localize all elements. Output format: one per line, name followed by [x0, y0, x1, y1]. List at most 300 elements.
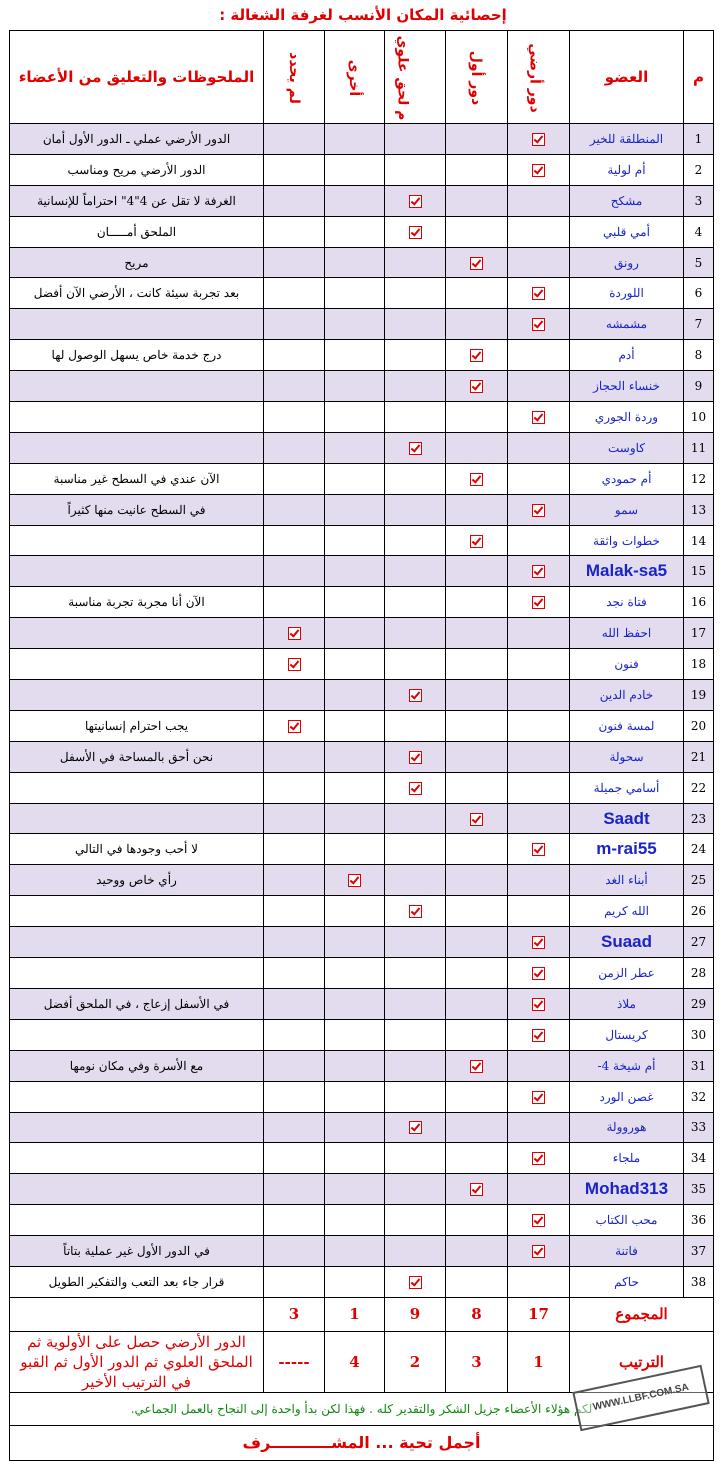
- table-row: [10, 927, 714, 958]
- header-row: [10, 31, 714, 124]
- vote-cell-other: [325, 432, 385, 463]
- vote-cell-roof-annex: [385, 1081, 446, 1112]
- row-number: 27: [684, 927, 714, 958]
- table-row: [10, 247, 714, 278]
- table-row: [10, 865, 714, 896]
- table-row: [10, 587, 714, 618]
- vote-cell-ground: [508, 556, 570, 587]
- vote-cell-first: [446, 124, 508, 155]
- vote-cell-undecided: [264, 741, 325, 772]
- vote-cell-ground: [508, 618, 570, 649]
- checkbox-checked-icon: [532, 318, 545, 331]
- vote-cell-first: [446, 1112, 508, 1143]
- vote-cell-first: [446, 680, 508, 711]
- checkbox-checked-icon: [288, 658, 301, 671]
- table-row: [10, 402, 714, 433]
- vote-cell-roof-annex: [385, 309, 446, 340]
- member-note: [10, 525, 264, 556]
- table-row: [10, 988, 714, 1019]
- member-note: [10, 803, 264, 834]
- row-number: 12: [684, 463, 714, 494]
- vote-cell-roof-annex: [385, 124, 446, 155]
- member-name: أبناء الغد: [570, 865, 684, 896]
- table-row: [10, 1266, 714, 1297]
- vote-cell-ground: [508, 896, 570, 927]
- vote-cell-ground: [508, 185, 570, 216]
- checkbox-checked-icon: [409, 1276, 422, 1289]
- member-name: اللوردة: [570, 278, 684, 309]
- row-number: 32: [684, 1081, 714, 1112]
- vote-cell-ground: [508, 124, 570, 155]
- member-name: فتاة نجد: [570, 587, 684, 618]
- watermark-stamp: WWW.LLBF.COM.SA: [572, 1365, 709, 1432]
- row-number: 2: [684, 154, 714, 185]
- vote-cell-roof-annex: [385, 1174, 446, 1205]
- vote-cell-first: [446, 185, 508, 216]
- vote-cell-other: [325, 772, 385, 803]
- row-number: 25: [684, 865, 714, 896]
- member-name: الله كريم: [570, 896, 684, 927]
- checkbox-checked-icon: [532, 287, 545, 300]
- total-other: 1: [325, 1297, 385, 1331]
- vote-cell-undecided: [264, 154, 325, 185]
- vote-cell-first: [446, 216, 508, 247]
- member-name: Saadt: [570, 803, 684, 834]
- vote-cell-first: [446, 1174, 508, 1205]
- vote-cell-undecided: [264, 463, 325, 494]
- vote-cell-other: [325, 309, 385, 340]
- vote-cell-undecided: [264, 927, 325, 958]
- vote-cell-first: [446, 1081, 508, 1112]
- vote-cell-undecided: [264, 1143, 325, 1174]
- member-note: لا أحب وجودها في التالي: [10, 834, 264, 865]
- header-other: [325, 31, 385, 124]
- statistics-table: [9, 30, 714, 1461]
- row-number: 37: [684, 1236, 714, 1267]
- member-name: خنساء الحجاز: [570, 371, 684, 402]
- vote-cell-ground: [508, 340, 570, 371]
- vote-cell-first: [446, 154, 508, 185]
- member-name: مشكح: [570, 185, 684, 216]
- row-number: 7: [684, 309, 714, 340]
- checkbox-checked-icon: [470, 473, 483, 486]
- vote-cell-roof-annex: [385, 525, 446, 556]
- member-name: كاوست: [570, 432, 684, 463]
- vote-cell-ground: [508, 958, 570, 989]
- member-note: قرار جاء بعد التعب والتفكير الطويل: [10, 1266, 264, 1297]
- member-note: [10, 958, 264, 989]
- checkbox-checked-icon: [532, 967, 545, 980]
- vote-cell-first: [446, 525, 508, 556]
- checkbox-checked-icon: [532, 133, 545, 146]
- table-row: [10, 1236, 714, 1267]
- rank-undecided: -----: [264, 1331, 325, 1392]
- vote-cell-first: [446, 618, 508, 649]
- row-number: 28: [684, 958, 714, 989]
- vote-cell-other: [325, 741, 385, 772]
- member-note: [10, 1112, 264, 1143]
- member-name: ملجاء: [570, 1143, 684, 1174]
- checkbox-checked-icon: [470, 1060, 483, 1073]
- greeting-text: أجمل تحية ... المشـــــــــــرف: [10, 1425, 714, 1460]
- vote-cell-other: [325, 1205, 385, 1236]
- row-number: 1: [684, 124, 714, 155]
- checkbox-checked-icon: [532, 936, 545, 949]
- vote-cell-ground: [508, 1143, 570, 1174]
- vote-cell-roof-annex: [385, 988, 446, 1019]
- checkbox-checked-icon: [470, 257, 483, 270]
- table-row: [10, 680, 714, 711]
- table-row: [10, 1112, 714, 1143]
- checkbox-checked-icon: [470, 813, 483, 826]
- checkbox-checked-icon: [409, 195, 422, 208]
- vote-cell-other: [325, 803, 385, 834]
- vote-cell-undecided: [264, 988, 325, 1019]
- vote-cell-roof-annex: [385, 1143, 446, 1174]
- table-row: [10, 525, 714, 556]
- vote-cell-other: [325, 124, 385, 155]
- vote-cell-undecided: [264, 710, 325, 741]
- member-note: [10, 556, 264, 587]
- checkbox-checked-icon: [532, 843, 545, 856]
- table-row: [10, 154, 714, 185]
- row-number: 20: [684, 710, 714, 741]
- header-undecided: [264, 31, 325, 124]
- member-name: m-rai55: [570, 834, 684, 865]
- member-note: رأي خاص ووحيد: [10, 865, 264, 896]
- vote-cell-undecided: [264, 309, 325, 340]
- vote-cell-ground: [508, 154, 570, 185]
- table-row: [10, 556, 714, 587]
- member-note: الغرفة لا تقل عن 4"4" احتراماً للإنسانية: [10, 185, 264, 216]
- vote-cell-first: [446, 587, 508, 618]
- row-number: 24: [684, 834, 714, 865]
- table-row: [10, 1205, 714, 1236]
- vote-cell-first: [446, 958, 508, 989]
- table-row: [10, 1019, 714, 1050]
- vote-cell-roof-annex: [385, 649, 446, 680]
- vote-cell-roof-annex: [385, 803, 446, 834]
- rank-other: 4: [325, 1331, 385, 1392]
- member-note: [10, 1174, 264, 1205]
- member-name: ملاذ: [570, 988, 684, 1019]
- vote-cell-undecided: [264, 525, 325, 556]
- vote-cell-other: [325, 463, 385, 494]
- vote-cell-ground: [508, 463, 570, 494]
- ranking-note: الدور الأرضي حصل على الأولوية ثم الملحق العلوي ثم الدور الأول ثم القبو في الترتيب الأخير: [10, 1331, 264, 1392]
- header-other-label: أخرى: [346, 59, 363, 97]
- ranking-label: الترتيب: [570, 1331, 714, 1392]
- row-number: 19: [684, 680, 714, 711]
- vote-cell-first: [446, 278, 508, 309]
- vote-cell-first: [446, 247, 508, 278]
- vote-cell-other: [325, 1050, 385, 1081]
- row-number: 21: [684, 741, 714, 772]
- vote-cell-first: [446, 896, 508, 927]
- vote-cell-first: [446, 556, 508, 587]
- vote-cell-undecided: [264, 680, 325, 711]
- vote-cell-other: [325, 834, 385, 865]
- vote-cell-ground: [508, 1266, 570, 1297]
- vote-cell-roof-annex: [385, 371, 446, 402]
- total-ground: 17: [508, 1297, 570, 1331]
- header-first: [446, 31, 508, 124]
- vote-cell-roof-annex: [385, 340, 446, 371]
- member-note: الدور الأرضي مريح ومناسب: [10, 154, 264, 185]
- table-row: [10, 1050, 714, 1081]
- table-row: [10, 463, 714, 494]
- vote-cell-ground: [508, 494, 570, 525]
- vote-cell-other: [325, 154, 385, 185]
- member-note: مريح: [10, 247, 264, 278]
- checkbox-checked-icon: [409, 782, 422, 795]
- member-name: أمي قلبي: [570, 216, 684, 247]
- row-number: 22: [684, 772, 714, 803]
- member-name: مشمشه: [570, 309, 684, 340]
- table-row: [10, 710, 714, 741]
- member-note: [10, 432, 264, 463]
- vote-cell-first: [446, 1050, 508, 1081]
- member-note: الملحق أمـــــان: [10, 216, 264, 247]
- vote-cell-first: [446, 741, 508, 772]
- vote-cell-other: [325, 216, 385, 247]
- vote-cell-undecided: [264, 494, 325, 525]
- row-number: 34: [684, 1143, 714, 1174]
- vote-cell-ground: [508, 247, 570, 278]
- member-note: [10, 371, 264, 402]
- row-number: 17: [684, 618, 714, 649]
- table-row: [10, 649, 714, 680]
- vote-cell-other: [325, 958, 385, 989]
- checkbox-checked-icon: [470, 535, 483, 548]
- row-number: 3: [684, 185, 714, 216]
- total-notes: [10, 1297, 264, 1331]
- vote-cell-ground: [508, 1174, 570, 1205]
- vote-cell-other: [325, 865, 385, 896]
- row-number: 35: [684, 1174, 714, 1205]
- vote-cell-first: [446, 649, 508, 680]
- vote-cell-other: [325, 988, 385, 1019]
- vote-cell-undecided: [264, 649, 325, 680]
- vote-cell-ground: [508, 1019, 570, 1050]
- checkbox-checked-icon: [409, 751, 422, 764]
- table-row: [10, 278, 714, 309]
- checkbox-checked-icon: [409, 1121, 422, 1134]
- table-row: [10, 741, 714, 772]
- vote-cell-ground: [508, 680, 570, 711]
- vote-cell-other: [325, 556, 385, 587]
- row-number: 29: [684, 988, 714, 1019]
- vote-cell-ground: [508, 1050, 570, 1081]
- vote-cell-roof-annex: [385, 216, 446, 247]
- vote-cell-other: [325, 649, 385, 680]
- member-name: احفظ الله: [570, 618, 684, 649]
- member-name: أسامي جميلة: [570, 772, 684, 803]
- vote-cell-undecided: [264, 278, 325, 309]
- ranking-row: [10, 1331, 714, 1392]
- page-title: إحصائية المكان الأنسب لغرفة الشغالة :: [219, 6, 507, 24]
- vote-cell-undecided: [264, 1266, 325, 1297]
- vote-cell-other: [325, 1236, 385, 1267]
- row-number: 38: [684, 1266, 714, 1297]
- vote-cell-roof-annex: [385, 896, 446, 927]
- row-number: 31: [684, 1050, 714, 1081]
- table-row: [10, 1174, 714, 1205]
- vote-cell-undecided: [264, 247, 325, 278]
- member-name: سحولة: [570, 741, 684, 772]
- member-note: [10, 309, 264, 340]
- vote-cell-undecided: [264, 371, 325, 402]
- member-name: رونق: [570, 247, 684, 278]
- vote-cell-roof-annex: [385, 772, 446, 803]
- vote-cell-roof-annex: [385, 1266, 446, 1297]
- vote-cell-undecided: [264, 402, 325, 433]
- member-name: أم لولية: [570, 154, 684, 185]
- member-note: [10, 1143, 264, 1174]
- vote-cell-other: [325, 247, 385, 278]
- member-note: [10, 1081, 264, 1112]
- member-name: حاكم: [570, 1266, 684, 1297]
- vote-cell-ground: [508, 710, 570, 741]
- vote-cell-other: [325, 1112, 385, 1143]
- member-note: نحن أحق بالمساحة في الأسفل: [10, 741, 264, 772]
- member-note: في الأسفل إزعاج ، في الملحق أفضل: [10, 988, 264, 1019]
- header-notes: الملحوظات والتعليق من الأعضاء: [10, 31, 264, 124]
- vote-cell-roof-annex: [385, 154, 446, 185]
- row-number: 6: [684, 278, 714, 309]
- vote-cell-ground: [508, 988, 570, 1019]
- vote-cell-ground: [508, 1112, 570, 1143]
- member-name: غصن الورد: [570, 1081, 684, 1112]
- vote-cell-roof-annex: [385, 432, 446, 463]
- vote-cell-undecided: [264, 432, 325, 463]
- vote-cell-roof-annex: [385, 958, 446, 989]
- vote-cell-other: [325, 1143, 385, 1174]
- vote-cell-roof-annex: [385, 741, 446, 772]
- vote-cell-other: [325, 896, 385, 927]
- table-row: [10, 896, 714, 927]
- vote-cell-roof-annex: [385, 710, 446, 741]
- vote-cell-first: [446, 371, 508, 402]
- vote-cell-roof-annex: [385, 1205, 446, 1236]
- header-num: م: [684, 31, 714, 124]
- member-note: الآن أنا مجربة تجربة مناسبة: [10, 587, 264, 618]
- checkbox-checked-icon: [470, 380, 483, 393]
- vote-cell-first: [446, 340, 508, 371]
- vote-cell-undecided: [264, 803, 325, 834]
- vote-cell-ground: [508, 772, 570, 803]
- greeting-row: [10, 1425, 714, 1460]
- vote-cell-undecided: [264, 834, 325, 865]
- vote-cell-undecided: [264, 1236, 325, 1267]
- vote-cell-other: [325, 278, 385, 309]
- vote-cell-other: [325, 1266, 385, 1297]
- table-row: [10, 494, 714, 525]
- vote-cell-undecided: [264, 587, 325, 618]
- member-name: فنون: [570, 649, 684, 680]
- vote-cell-ground: [508, 865, 570, 896]
- row-number: 30: [684, 1019, 714, 1050]
- member-name: سمو: [570, 494, 684, 525]
- vote-cell-first: [446, 309, 508, 340]
- header-ground: [508, 31, 570, 124]
- member-note: [10, 1019, 264, 1050]
- member-name: أدم: [570, 340, 684, 371]
- row-number: 4: [684, 216, 714, 247]
- row-number: 36: [684, 1205, 714, 1236]
- member-name: Malak-sa5: [570, 556, 684, 587]
- totals-label: المجموع: [570, 1297, 714, 1331]
- vote-cell-ground: [508, 278, 570, 309]
- vote-cell-undecided: [264, 185, 325, 216]
- vote-cell-other: [325, 1081, 385, 1112]
- checkbox-checked-icon: [532, 1029, 545, 1042]
- row-number: 15: [684, 556, 714, 587]
- vote-cell-undecided: [264, 896, 325, 927]
- vote-cell-first: [446, 1236, 508, 1267]
- row-number: 13: [684, 494, 714, 525]
- vote-cell-other: [325, 402, 385, 433]
- member-name: أم حمودي: [570, 463, 684, 494]
- vote-cell-first: [446, 494, 508, 525]
- header-member: العضو: [570, 31, 684, 124]
- vote-cell-ground: [508, 1081, 570, 1112]
- checkbox-checked-icon: [532, 1091, 545, 1104]
- vote-cell-ground: [508, 649, 570, 680]
- table-row: [10, 618, 714, 649]
- member-name: لمسة فنون: [570, 710, 684, 741]
- member-note: [10, 618, 264, 649]
- vote-cell-other: [325, 927, 385, 958]
- thanks-text: لكم هؤلاء الأعضاء جزيل الشكر والتقدير كله . فهذا لكن بدأ واحدة إلى النجاح بالعمل الجماعي.: [10, 1392, 714, 1425]
- checkbox-checked-icon: [532, 504, 545, 517]
- vote-cell-other: [325, 185, 385, 216]
- member-name: Suaad: [570, 927, 684, 958]
- row-number: 9: [684, 371, 714, 402]
- row-number: 8: [684, 340, 714, 371]
- vote-cell-first: [446, 402, 508, 433]
- vote-cell-roof-annex: [385, 618, 446, 649]
- vote-cell-other: [325, 618, 385, 649]
- checkbox-checked-icon: [532, 1214, 545, 1227]
- vote-cell-ground: [508, 803, 570, 834]
- row-number: 10: [684, 402, 714, 433]
- table-row: [10, 124, 714, 155]
- vote-cell-ground: [508, 927, 570, 958]
- header-undecided-label: لم يحدد: [285, 52, 302, 104]
- vote-cell-undecided: [264, 1019, 325, 1050]
- member-name: هوروولة: [570, 1112, 684, 1143]
- vote-cell-first: [446, 1143, 508, 1174]
- totals-row: [10, 1297, 714, 1331]
- vote-cell-other: [325, 710, 385, 741]
- vote-cell-first: [446, 834, 508, 865]
- checkbox-checked-icon: [288, 720, 301, 733]
- vote-cell-undecided: [264, 124, 325, 155]
- vote-cell-ground: [508, 834, 570, 865]
- member-note: [10, 772, 264, 803]
- checkbox-checked-icon: [532, 411, 545, 424]
- table-row: [10, 958, 714, 989]
- vote-cell-undecided: [264, 556, 325, 587]
- vote-cell-first: [446, 1205, 508, 1236]
- vote-cell-ground: [508, 309, 570, 340]
- member-name: فاتنة: [570, 1236, 684, 1267]
- vote-cell-ground: [508, 1236, 570, 1267]
- vote-cell-undecided: [264, 1112, 325, 1143]
- vote-cell-undecided: [264, 618, 325, 649]
- member-note: [10, 649, 264, 680]
